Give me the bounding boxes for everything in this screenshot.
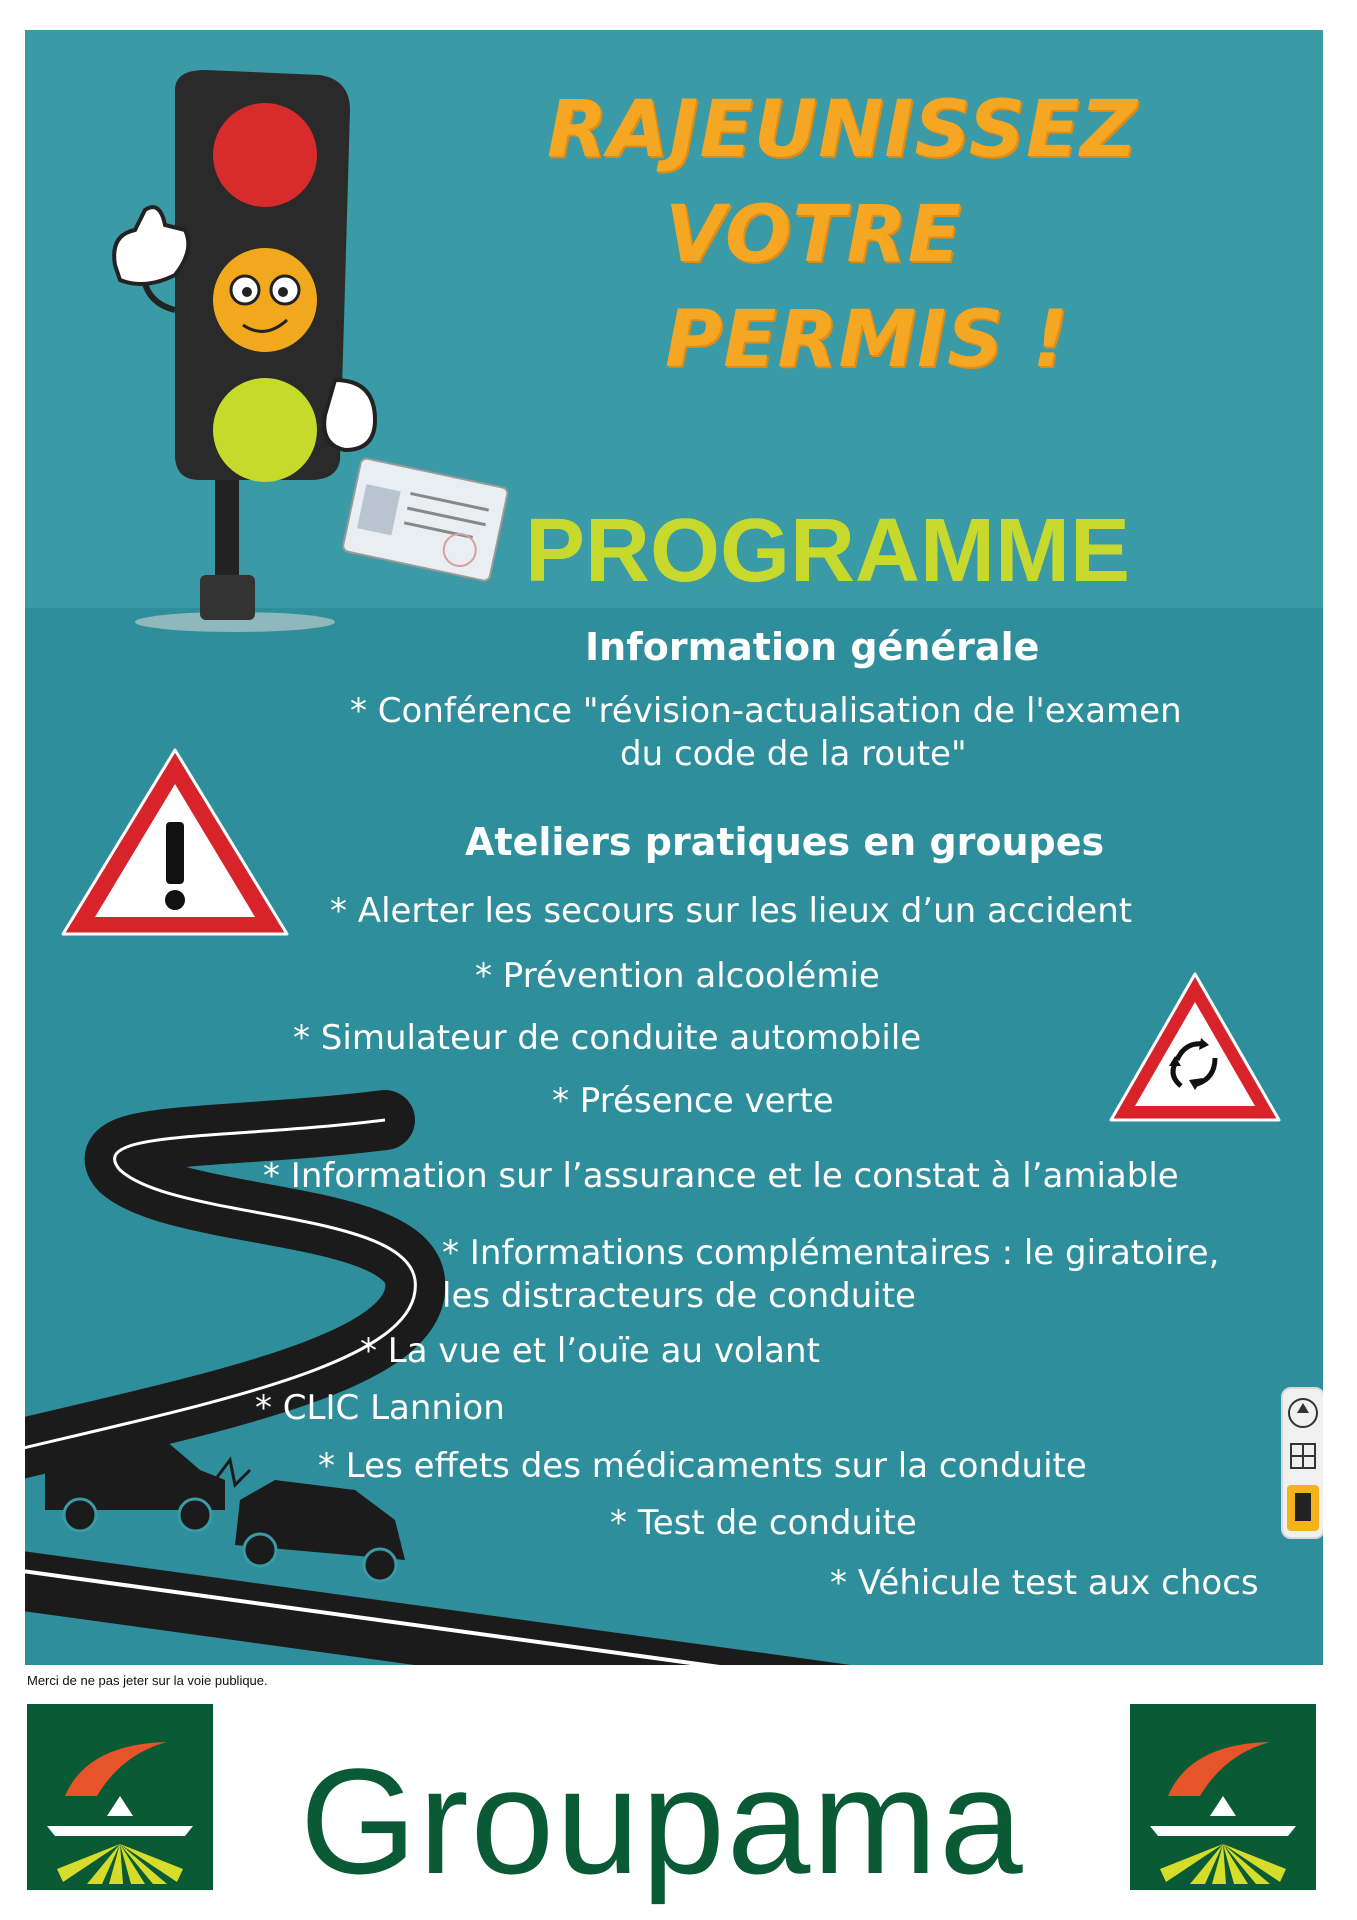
- list-item: * La vue et l’ouïe au volant: [360, 1331, 820, 1371]
- groupama-logo-icon: [1130, 1704, 1316, 1890]
- list-item: * Informations complémentaires : le giratoire,: [442, 1233, 1220, 1273]
- roundabout-sign-icon: [1105, 968, 1285, 1128]
- list-item: les distracteurs de conduite: [442, 1276, 916, 1316]
- list-item: * CLIC Lannion: [255, 1388, 505, 1428]
- list-item: du code de la route": [620, 734, 967, 774]
- title-line-3: PERMIS !: [665, 295, 1070, 385]
- title-line-2: VOTRE: [665, 190, 962, 280]
- title-line-1: RAJEUNISSEZ: [547, 85, 1138, 175]
- list-item: * Alerter les secours sur les lieux d’un accident: [330, 891, 1133, 931]
- list-item: * Information sur l’assurance et le constat à l’amiable: [263, 1156, 1179, 1196]
- list-item: * Test de conduite: [610, 1503, 917, 1543]
- section-heading-ateliers: Ateliers pratiques en groupes: [465, 820, 1105, 864]
- recycle-triman-icon: [1281, 1387, 1323, 1539]
- warning-triangle-icon: [55, 742, 295, 942]
- poster: [25, 30, 1323, 1665]
- list-item: * Les effets des médicaments sur la conduite: [318, 1446, 1087, 1486]
- list-item: * Prévention alcoolémie: [475, 956, 880, 996]
- groupama-logo-icon: [27, 1704, 213, 1890]
- traffic-light-mascot-icon: [75, 50, 515, 640]
- section-heading-general: Information générale: [585, 625, 1040, 669]
- programme-heading: PROGRAMME: [525, 501, 1130, 601]
- list-item: * Conférence "révision-actualisation de l'examen: [350, 691, 1182, 731]
- disposal-notice: Merci de ne pas jeter sur la voie publique.: [27, 1673, 268, 1688]
- list-item: * Présence verte: [552, 1081, 834, 1121]
- list-item: * Véhicule test aux chocs: [830, 1563, 1259, 1603]
- list-item: * Simulateur de conduite automobile: [293, 1018, 922, 1058]
- brand-wordmark: Groupama: [300, 1737, 1025, 1905]
